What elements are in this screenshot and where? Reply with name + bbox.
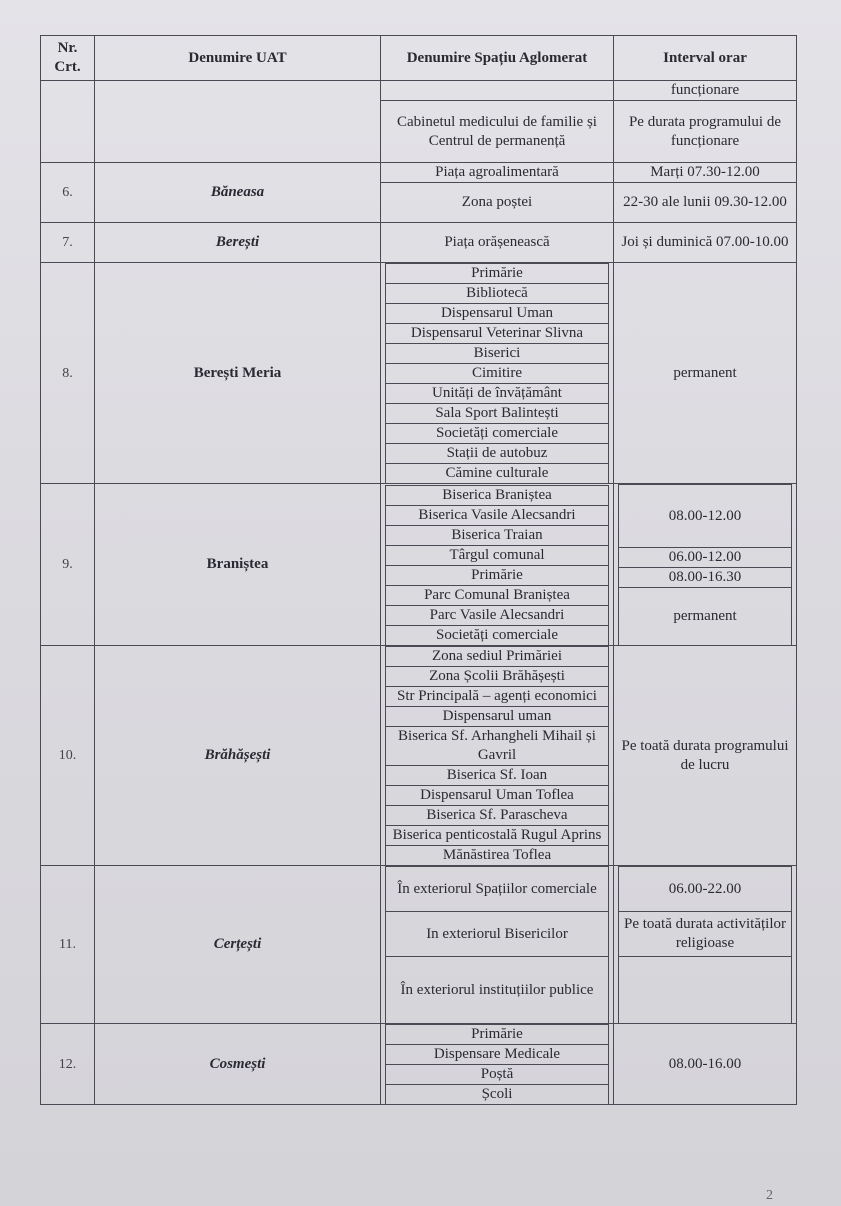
list-item: În exteriorul instituțiilor publice [386, 957, 609, 1024]
uat-cell: Cosmești [95, 1024, 381, 1105]
interval-cell: Pe durata programului de funcționare [614, 101, 797, 163]
spaces-table [40, 35, 797, 1105]
uat-cell: Cerțești [95, 866, 381, 1024]
list-item: Dispensarul Uman Toflea [386, 786, 609, 806]
table-row [41, 81, 797, 101]
nr-cell: 12. [41, 1024, 95, 1105]
header-interval: Interval orar [614, 36, 797, 81]
interval-list [618, 484, 792, 645]
list-item [619, 957, 792, 1024]
table-row [41, 263, 797, 484]
nr-cell: 8. [41, 263, 95, 484]
list-item: Zona sediul Primăriei [386, 647, 609, 667]
interval-cell: 08.00-16.00 [614, 1024, 797, 1105]
list-item: Școli [386, 1085, 609, 1105]
space-cell [381, 81, 614, 101]
table-row [41, 1024, 797, 1105]
space-list [385, 866, 609, 1023]
interval-cell: Joi și duminică 07.00-10.00 [614, 223, 797, 263]
table-row [41, 646, 797, 866]
list-item: Dispensarul uman [386, 707, 609, 727]
list-item: Societăți comerciale [386, 625, 609, 645]
space-list-cell [381, 866, 614, 1024]
table-row [41, 484, 797, 646]
list-item: Sala Sport Balintești [386, 404, 609, 424]
list-item: 08.00-16.30 [619, 568, 792, 588]
table-row [41, 163, 797, 183]
list-item: Stații de autobuz [386, 444, 609, 464]
interval-cell: Pe toată durata programului de lucru [614, 646, 797, 866]
nr-cell: 10. [41, 646, 95, 866]
header-spatiu: Denumire Spațiu Aglomerat [381, 36, 614, 81]
uat-cell: Berești [95, 223, 381, 263]
uat-cell: Băneasa [95, 163, 381, 223]
space-list [385, 1024, 609, 1104]
list-item: Biserica Sf. Ioan [386, 766, 609, 786]
list-item: Primărie [386, 565, 609, 585]
list-item: Zona Școlii Brăhășești [386, 667, 609, 687]
space-list-cell [381, 263, 614, 484]
list-item: Biserici [386, 344, 609, 364]
nr-cell: 9. [41, 484, 95, 646]
list-item: Biserica Sf. Arhangheli Mihail și Gavril [386, 727, 609, 766]
list-item: Biserica penticostală Rugul Aprins [386, 826, 609, 846]
interval-list [618, 866, 792, 1023]
space-list-cell [381, 484, 614, 646]
uat-cell: Berești Meria [95, 263, 381, 484]
list-item: Dispensarul Veterinar Slivna [386, 324, 609, 344]
list-item: Dispensare Medicale [386, 1045, 609, 1065]
space-cell: Piața agroalimentară [381, 163, 614, 183]
space-list [385, 263, 609, 483]
list-item: Str Principală – agenți economici [386, 687, 609, 707]
list-item: Primărie [386, 1025, 609, 1045]
list-item: permanent [619, 588, 792, 646]
list-item: Dispensarul Uman [386, 304, 609, 324]
nr-cell: 6. [41, 163, 95, 223]
uat-cell [95, 81, 381, 163]
list-item: 08.00-12.00 [619, 485, 792, 548]
list-item: Bibliotecă [386, 284, 609, 304]
header-uat: Denumire UAT [95, 36, 381, 81]
table-row [41, 866, 797, 1024]
list-item: Cămine culturale [386, 464, 609, 484]
interval-list-cell [614, 866, 797, 1024]
space-cell: Zona poștei [381, 183, 614, 223]
table-header-row [41, 36, 797, 81]
list-item: Parc Vasile Alecsandri [386, 605, 609, 625]
nr-cell [41, 81, 95, 163]
list-item: Pe toată durata activităților religioase [619, 912, 792, 957]
space-list-cell [381, 646, 614, 866]
list-item: Biserica Sf. Parascheva [386, 806, 609, 826]
list-item: Biserica Braniștea [386, 485, 609, 505]
list-item: Parc Comunal Braniștea [386, 585, 609, 605]
space-list-cell [381, 1024, 614, 1105]
list-item: In exteriorul Bisericilor [386, 912, 609, 957]
list-item: Unități de învățământ [386, 384, 609, 404]
list-item: Mănăstirea Toflea [386, 846, 609, 866]
list-item: Poștă [386, 1065, 609, 1085]
space-list [385, 485, 609, 645]
interval-list-cell [614, 484, 797, 646]
table-row [41, 223, 797, 263]
uat-cell: Braniștea [95, 484, 381, 646]
interval-cell: 22-30 ale lunii 09.30-12.00 [614, 183, 797, 223]
interval-cell: Marți 07.30-12.00 [614, 163, 797, 183]
list-item: Târgul comunal [386, 545, 609, 565]
list-item: Cimitire [386, 364, 609, 384]
page-number: 2 [766, 1188, 773, 1203]
list-item: 06.00-12.00 [619, 548, 792, 568]
space-list [385, 646, 609, 865]
space-cell: Cabinetul medicului de familie și Centrul de permanență [381, 101, 614, 163]
list-item: Primărie [386, 264, 609, 284]
uat-cell: Brăhășești [95, 646, 381, 866]
space-cell: Piața orășenească [381, 223, 614, 263]
list-item: 06.00-22.00 [619, 867, 792, 912]
nr-cell: 11. [41, 866, 95, 1024]
interval-cell: funcționare [614, 81, 797, 101]
list-item: Societăți comerciale [386, 424, 609, 444]
interval-cell: permanent [614, 263, 797, 484]
list-item: În exteriorul Spațiilor comerciale [386, 867, 609, 912]
list-item: Biserica Vasile Alecsandri [386, 505, 609, 525]
nr-cell: 7. [41, 223, 95, 263]
list-item: Biserica Traian [386, 525, 609, 545]
header-nr: Nr. Crt. [41, 36, 95, 81]
